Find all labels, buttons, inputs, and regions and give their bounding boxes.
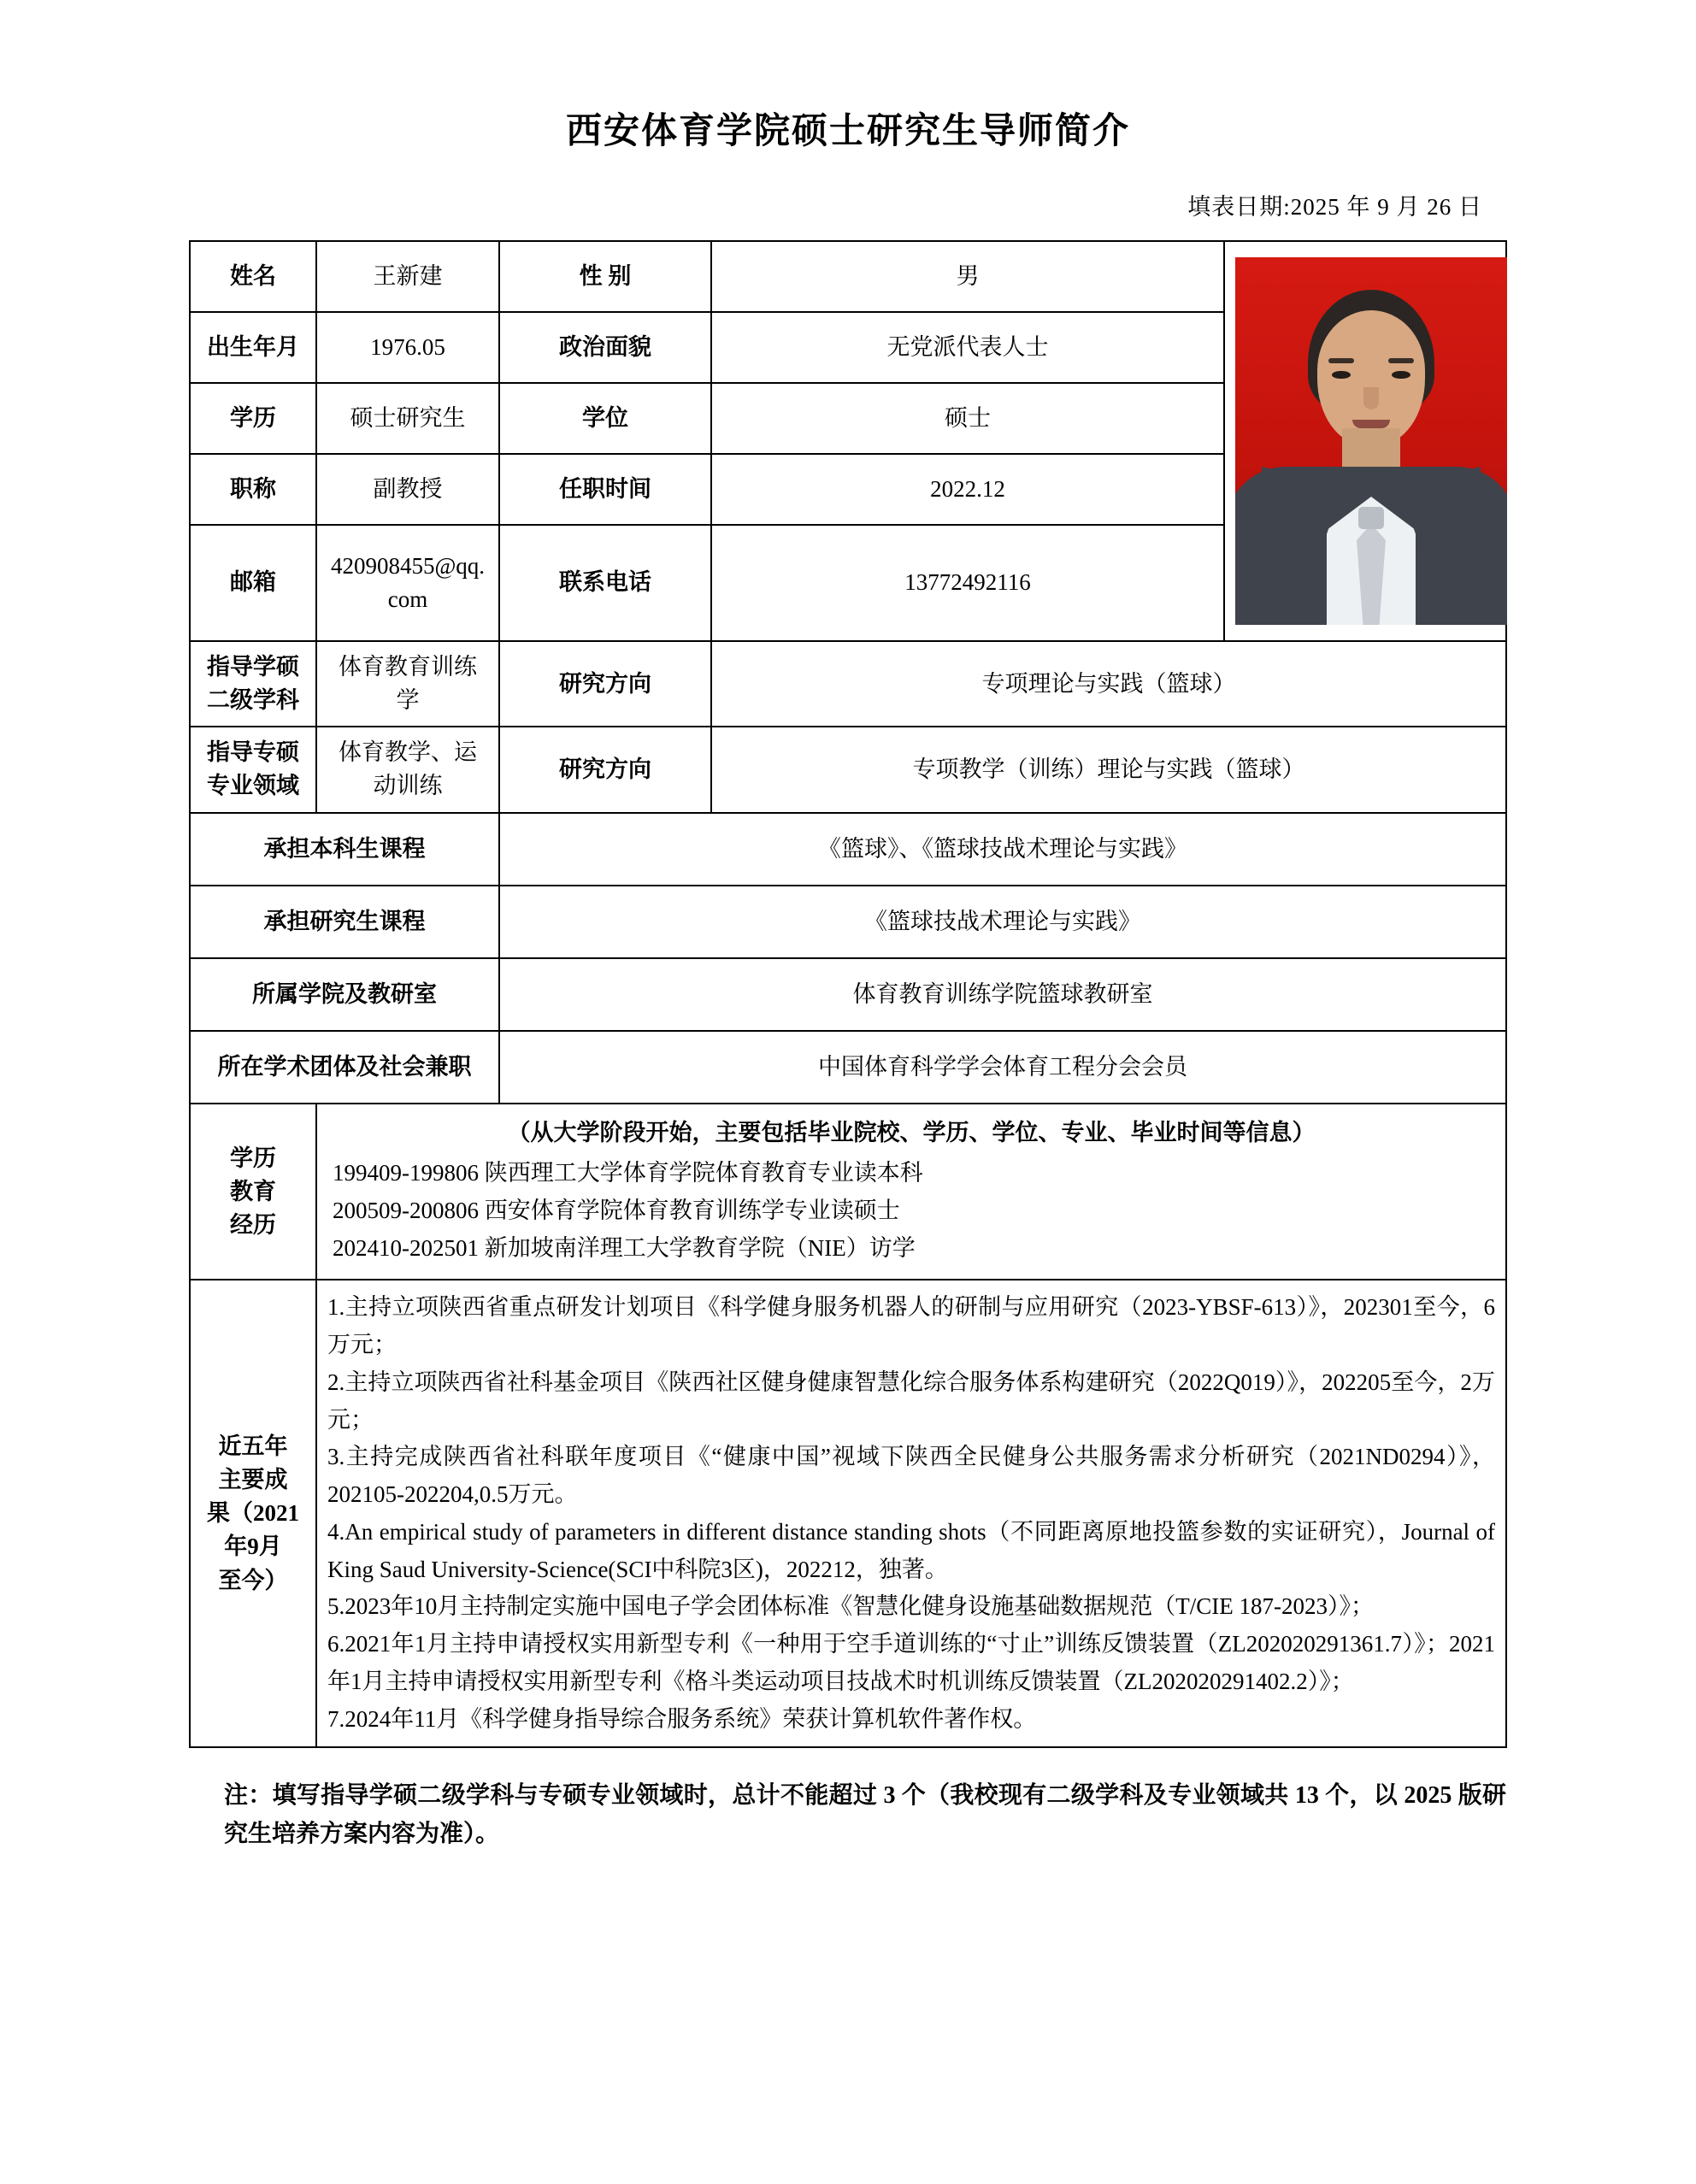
master-discipline-label-line1: 指导学硕 [207,654,299,680]
title-value: 副教授 [316,454,499,525]
table-row-name [190,241,1506,312]
achievement-item: 6.2021年1月主持申请授权实用新型专利《一种用于空手道训练的“寸止”训练反馈装置（ZL202020291361.7）》；2021年1月主持申请授权实用新型专利《格斗类运动项目技战术时机训练反馈装置（ZL202020291402.2）》； [327,1631,1495,1694]
degree-label: 学位 [499,383,711,454]
email-value: 420908455@qq.com [316,525,499,641]
achievements-label-line1: 近五年 [218,1433,288,1460]
footer-note: 注：填写指导学硕二级学科与专硕专业领域时，总计不能超过 3 个（我校现有二级学科及专业领域共 13 个，以 2025 版研究生培养方案内容为准）。 [224,1782,1506,1848]
achievement-item: 4.An empirical study of parameters in different distance standing shots（不同距离原地投篮参数的实证研究），Journal of King Saud University-Science(SCI中科院3区)，202212，独著。 [327,1518,1495,1582]
birth-value: 1976.05 [316,312,499,383]
phone-value: 13772492116 [711,525,1224,641]
education-value: 硕士研究生 [316,383,499,454]
grad-courses-label: 承担研究生课程 [190,886,499,958]
education-history-label [190,1104,316,1280]
name-value: 王新建 [316,241,499,312]
education-history-line: 200509-200806 西安体育学院体育教育训练学专业读硕士 [333,1198,900,1223]
department-label: 所属学院及教研室 [190,958,499,1031]
society-value: 中国体育科学学会体育工程分会会员 [499,1031,1506,1104]
table-row-professional-field [190,727,1506,812]
table-row-department [190,958,1506,1031]
achievements-label-line3: 果（2021 [207,1500,299,1527]
achievement-item: 2.主持立项陕西省社科基金项目《陕西社区健身健康智慧化综合服务体系构建研究（2022Q019）》，202205至今，2万元； [327,1369,1495,1433]
table-row-education-history [190,1104,1506,1280]
achievements-label-line4: 年9月 [224,1534,282,1560]
achievement-item: 3.主持完成陕西省社科联年度项目《“健康中国”视域下陕西全民健身公共服务需求分析研究（2021ND0294）》，202105-202204,0.5万元。 [327,1444,1495,1508]
table-row-undergrad-courses [190,813,1506,886]
professional-field-label [190,727,316,812]
table-row-society [190,1031,1506,1104]
portrait-brow-right [1388,358,1414,363]
education-history-content [316,1104,1506,1280]
table-row-achievements [190,1280,1506,1747]
undergrad-courses-value: 《篮球》、《篮球技战术理论与实践》 [499,813,1506,886]
education-history-label-line2: 教育 [230,1178,276,1204]
table-row-master-discipline [190,641,1506,727]
title-label: 职称 [190,454,316,525]
education-history-label-line1: 学历 [230,1145,276,1171]
undergrad-courses-label: 承担本科生课程 [190,813,499,886]
phone-label: 联系电话 [499,525,711,641]
appointment-label: 任职时间 [499,454,711,525]
portrait-image-main [1235,257,1507,625]
professional-field-label-line2: 专业领域 [207,773,299,799]
portrait-mouth [1352,420,1390,428]
achievement-item: 5.2023年10月主持制定实施中国电子学会团体标准《智慧化健身设施基础数据规范（T/CIE 187-2023）》； [327,1593,1374,1620]
research-direction-value-2: 专项教学（训练）理论与实践（篮球） [711,727,1506,812]
achievements-content [316,1280,1506,1747]
fill-date: 填表日期:2025 年 9 月 26 日 [1187,194,1482,220]
education-label: 学历 [190,383,316,454]
education-history-line: 199409-199806 陕西理工大学体育学院体育教育专业读本科 [333,1160,923,1186]
profile-table-full [189,240,1507,1748]
achievements-label-line5: 至今） [218,1567,288,1593]
research-direction-value-1: 专项理论与实践（篮球） [711,641,1506,727]
achievement-item: 7.2024年11月《科学健身指导综合服务系统》荣获计算机软件著作权。 [327,1705,1037,1732]
degree-value: 硕士 [711,383,1224,454]
portrait-tie-knot [1358,507,1384,529]
gender-label-cell: 性 别 [499,241,711,312]
grad-courses-value: 《篮球技战术理论与实践》 [499,886,1506,958]
master-discipline-label-line2: 二级学科 [207,687,299,714]
gender-value-cell: 男 [711,241,1224,312]
name-label-cell: 姓名 [190,241,316,312]
research-direction-label-2: 研究方向 [499,727,711,812]
page-title: 西安体育学院硕士研究生导师简介 [565,112,1130,151]
society-label: 所在学术团体及社会兼职 [190,1031,499,1104]
professional-field-value: 体育教学、运动训练 [316,727,499,812]
education-history-label-line3: 经历 [230,1211,276,1238]
political-label: 政治面貌 [499,312,711,383]
political-value: 无党派代表人士 [711,312,1224,383]
education-history-line: 202410-202501 新加坡南洋理工大学教育学院（NIE）访学 [333,1234,916,1261]
birth-label: 出生年月 [190,312,316,383]
portrait-brow-left [1328,358,1354,363]
table-row-grad-courses [190,886,1506,958]
research-direction-label-1: 研究方向 [499,641,711,727]
achievements-label [190,1280,316,1747]
achievement-item: 1.主持立项陕西省重点研发计划项目《科学健身服务机器人的研制与应用研究（2023-YBSF-613）》，202301至今，6万元； [327,1294,1495,1358]
master-discipline-value: 体育教育训练学 [316,641,499,727]
portrait-photo-cell [1224,241,1506,641]
portrait-eye-right [1392,371,1410,379]
department-value: 体育教育训练学院篮球教研室 [499,958,1506,1031]
portrait-eye-left [1332,371,1351,379]
email-label: 邮箱 [190,525,316,641]
master-discipline-label [190,641,316,727]
portrait-nose [1363,387,1379,409]
appointment-value: 2022.12 [711,454,1224,525]
education-history-header: （从大学阶段开始，主要包括毕业院校、学历、学位、专业、毕业时间等信息） [507,1120,1316,1146]
achievements-label-line2: 主要成 [218,1467,288,1493]
professional-field-label-line1: 指导专硕 [207,739,299,766]
